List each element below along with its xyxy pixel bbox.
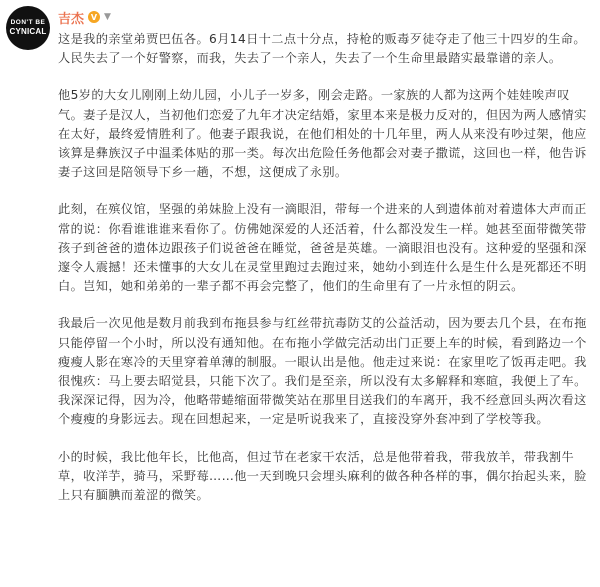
avatar-text-line2: CYNICAL — [9, 26, 47, 36]
post-paragraph: 小的时候，我比他年长，比他高，但过节在老家干农活，总是他带着我，带我放羊，带我割牛草，收洋芋，骑马，采野莓……他一天到晚只会埋头麻利的做各种各样的事，偶尔抬起头来，脸上只有腼腆而羞涩的微笑。 — [58, 449, 587, 503]
post-paragraph: 我最后一次见他是数月前我到布拖县参与红丝带抗毒防艾的公益活动，因为要去几个县，在布拖只能停留一个小时，所以没有通知他。在布拖小学做完活动出门正要上车的时候，看到路边一个瘦瘦人影在寒冷的天里穿着单薄的制服。一眼认出是他。他走过来说：在家里吃了饭再走吧。我很愧疚：马上要去昭觉县，只能下次了。我们是至亲，所以没有太多解释和寒暄，我便上了车。我深深记得，因为冷，他略带蜷缩面带微笑站在那里目送我们的车离开，我不经意回头两次看这个瘦瘦的身影远去。现在回想起来，一定是听说我来了，直接没穿外套冲到了学校等我。 — [58, 316, 587, 427]
avatar-text-line1: DON'T BE — [10, 19, 46, 27]
post-content — [58, 30, 594, 523]
post-paragraph: 这是我的亲堂弟贾巴伍各。6月14日十二点十分点，持枪的贩毒歹徒夺走了他三十四岁的生命。人民失去了一个好警察，而我，失去了一个亲人，失去了一个生命里最踏实最靠谱的亲人。 — [58, 32, 586, 66]
username-link[interactable]: 吉杰 — [58, 11, 85, 27]
post-paragraph: 他5岁的大女儿刚刚上幼儿园，小儿子一岁多，刚会走路。一家族的人都为这两个娃娃唉声叹气。妻子是汉人，当初他们恋爱了九年才决定结婚，家里本来是极力反对的，但因为两人感情实在太好，最终爱情胜利了。他妻子跟我说，在他们相处的十几年里，两人从来没有吵过架，他应该算是彝族汉子中温柔体贴的那一类。每次出危险任务他都会对妻子撒谎，这回也一样，他告诉妻子这回是陪领导下乡一趟，不想，这便成了永别。 — [58, 88, 587, 180]
avatar[interactable] — [6, 6, 50, 50]
post-paragraph: 此刻，在殡仪馆，坚强的弟妹脸上没有一滴眼泪，带每一个进来的人到遗体前对着遗体大声而正常的说：你看谁谁谁来看你了。仿佛她深爱的人还活着，什么都没发生一样。她甚至面带微笑带孩子到爸爸的遗体边跟孩子们说爸爸在睡觉，爸爸是英雄。一滴眼泪也没有。这种爱的坚强和深邃令人震撼！还未懂事的大女儿在灵堂里跑过去跑过来，她幼小到连什么是生什么是死都还不明白。岂知，她和弟弟的一辈子都不再会完整了，他们的生命里有了一片永恒的阴云。 — [58, 202, 587, 294]
verified-badge-icon: V — [88, 11, 100, 23]
post-header — [58, 8, 111, 26]
chevron-down-icon[interactable]: ▼ — [104, 12, 111, 22]
